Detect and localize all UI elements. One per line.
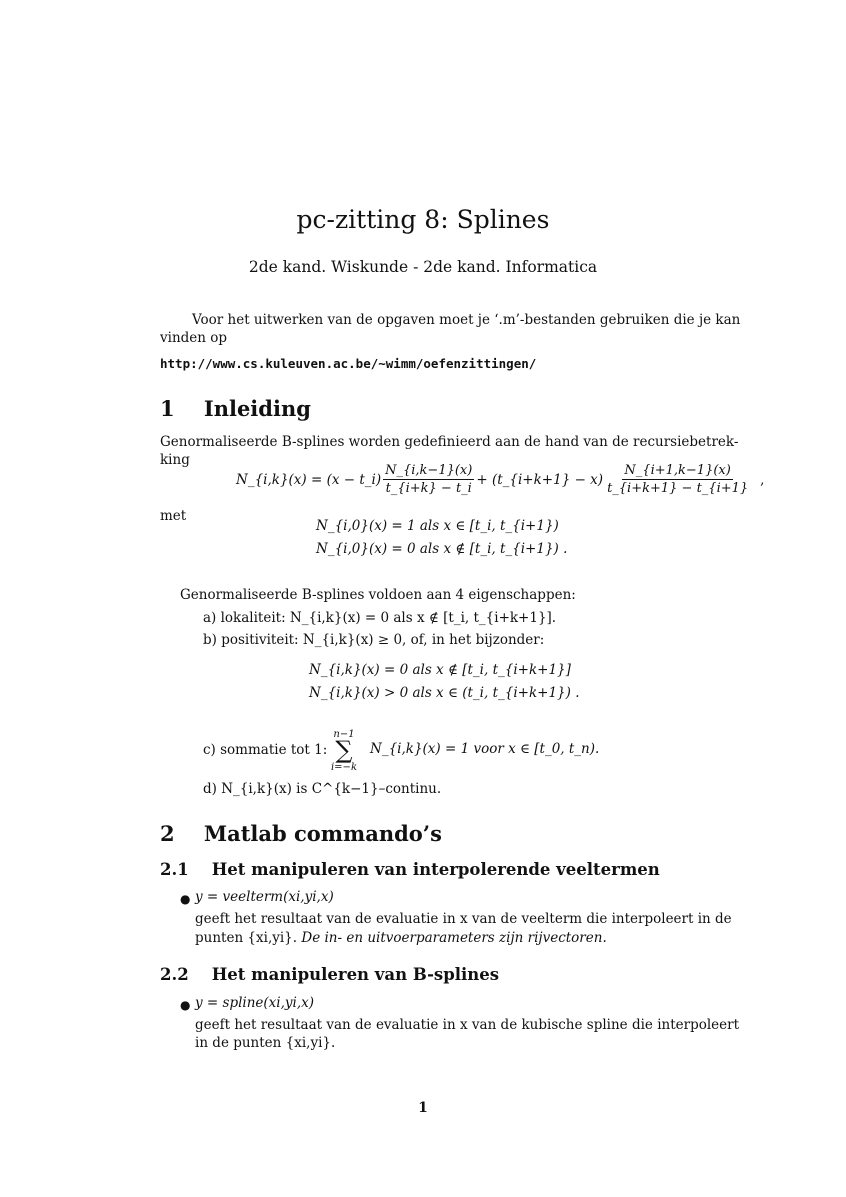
eq-main-left: N_{i,k}(x) = (x − t_i) — [236, 471, 382, 488]
eq-main-frac2 — [605, 463, 750, 496]
intro-text-line2: vinden op — [160, 330, 228, 346]
spline-desc-line1: geeft het resultaat van de evaluatie in x van de kubische spline die interpoleert — [195, 1017, 740, 1033]
eq-main-frac1-den: t_{i+k} − t_i — [385, 481, 472, 496]
intro-text-line1: Voor het uitwerken van de opgaven moet je ‘.m’-bestanden gebruiken die je kan — [192, 312, 741, 328]
eq-main-frac2-den: t_{i+k+1} − t_{i+1} — [607, 481, 749, 496]
section-2-heading — [160, 821, 442, 846]
property-c-label: c) sommatie tot 1: — [203, 742, 328, 758]
subsection-2-1-number: 2.1 — [160, 860, 189, 879]
met-label: met — [160, 508, 187, 524]
sum-upper-limit: n−1 — [333, 729, 355, 740]
bullet-dot-icon: ● — [180, 998, 191, 1012]
subsection-2-2-title: Het manipuleren van B-splines — [211, 965, 500, 984]
property-d: d) N_{i,k}(x) is C^{k−1}–continu. — [203, 781, 442, 797]
veelterm-desc-line2 — [195, 929, 607, 948]
property-c-rest: N_{i,k}(x) = 1 voor x ∈ [t_0, t_n). — [370, 741, 600, 757]
section-1-heading — [160, 396, 311, 421]
subsection-2-1-heading — [160, 860, 660, 879]
bullet-dot-icon: ● — [180, 892, 191, 906]
spline-desc-line2: in de punten {xi,yi}. — [195, 1035, 336, 1051]
sum-symbol: ∑ — [335, 736, 353, 764]
eq-main-frac1-num: N_{i,k−1}(x) — [385, 463, 473, 478]
section-1-number: 1 — [160, 396, 175, 421]
eq-main-mid: + (t_{i+k+1} − x) — [476, 471, 604, 488]
base-equation-2: N_{i,0}(x) = 0 als x ∉ [t_i, t_{i+1}) . — [316, 541, 568, 557]
property-b-equation-1: N_{i,k}(x) = 0 als x ∉ [t_i, t_{i+k+1}] — [309, 662, 571, 678]
document-subtitle: 2de kand. Wiskunde - 2de kand. Informatica — [248, 258, 598, 276]
base-equation-1: N_{i,0}(x) = 1 als x ∈ [t_i, t_{i+1}) — [316, 518, 559, 534]
eq-main-frac1 — [383, 463, 474, 496]
spline-command: y = spline(xi,yi,x) — [195, 995, 315, 1011]
property-a: a) lokaliteit: N_{i,k}(x) = 0 als x ∉ [t_i, t_{i+k+1}]. — [203, 610, 557, 626]
document-title: pc-zitting 8: Splines — [296, 205, 550, 234]
eq-main-end: , — [760, 471, 765, 488]
section-2-title: Matlab commando’s — [203, 821, 442, 846]
veelterm-desc-line1: geeft het resultaat van de evaluatie in x van de veelterm die interpoleert in de — [195, 911, 732, 927]
section-2-number: 2 — [160, 821, 175, 846]
section-1-title: Inleiding — [203, 396, 311, 421]
veelterm-desc-italic: De in- en uitvoerparameters zijn rijvectoren. — [301, 930, 607, 946]
property-b-equation-2: N_{i,k}(x) > 0 als x ∈ (t_i, t_{i+k+1}) . — [309, 685, 580, 701]
veelterm-command: y = veelterm(xi,yi,x) — [195, 889, 334, 905]
section-1-text-line1: Genormaliseerde B-splines worden gedefinieerd aan de hand van de recursiebetrek- — [160, 434, 739, 450]
recursion-equation — [236, 463, 764, 496]
subsection-2-2-number: 2.2 — [160, 965, 189, 984]
eq-main-frac2-num: N_{i+1,k−1}(x) — [624, 463, 731, 478]
page-number: 1 — [418, 1100, 428, 1116]
properties-intro: Genormaliseerde B-splines voldoen aan 4 eigenschappen: — [180, 587, 576, 603]
veelterm-desc-plain: punten {xi,yi}. — [195, 930, 298, 946]
subsection-2-1-title: Het manipuleren van interpolerende veeltermen — [211, 860, 660, 879]
resource-url-link[interactable]: http://www.cs.kuleuven.ac.be/~wimm/oefenzittingen/ — [160, 356, 537, 371]
sum-lower-limit: i=−k — [330, 762, 357, 773]
section-1-text-line2: king — [160, 452, 190, 468]
property-b: b) positiviteit: N_{i,k}(x) ≥ 0, of, in het bijzonder: — [203, 632, 545, 648]
subsection-2-2-heading — [160, 965, 499, 984]
